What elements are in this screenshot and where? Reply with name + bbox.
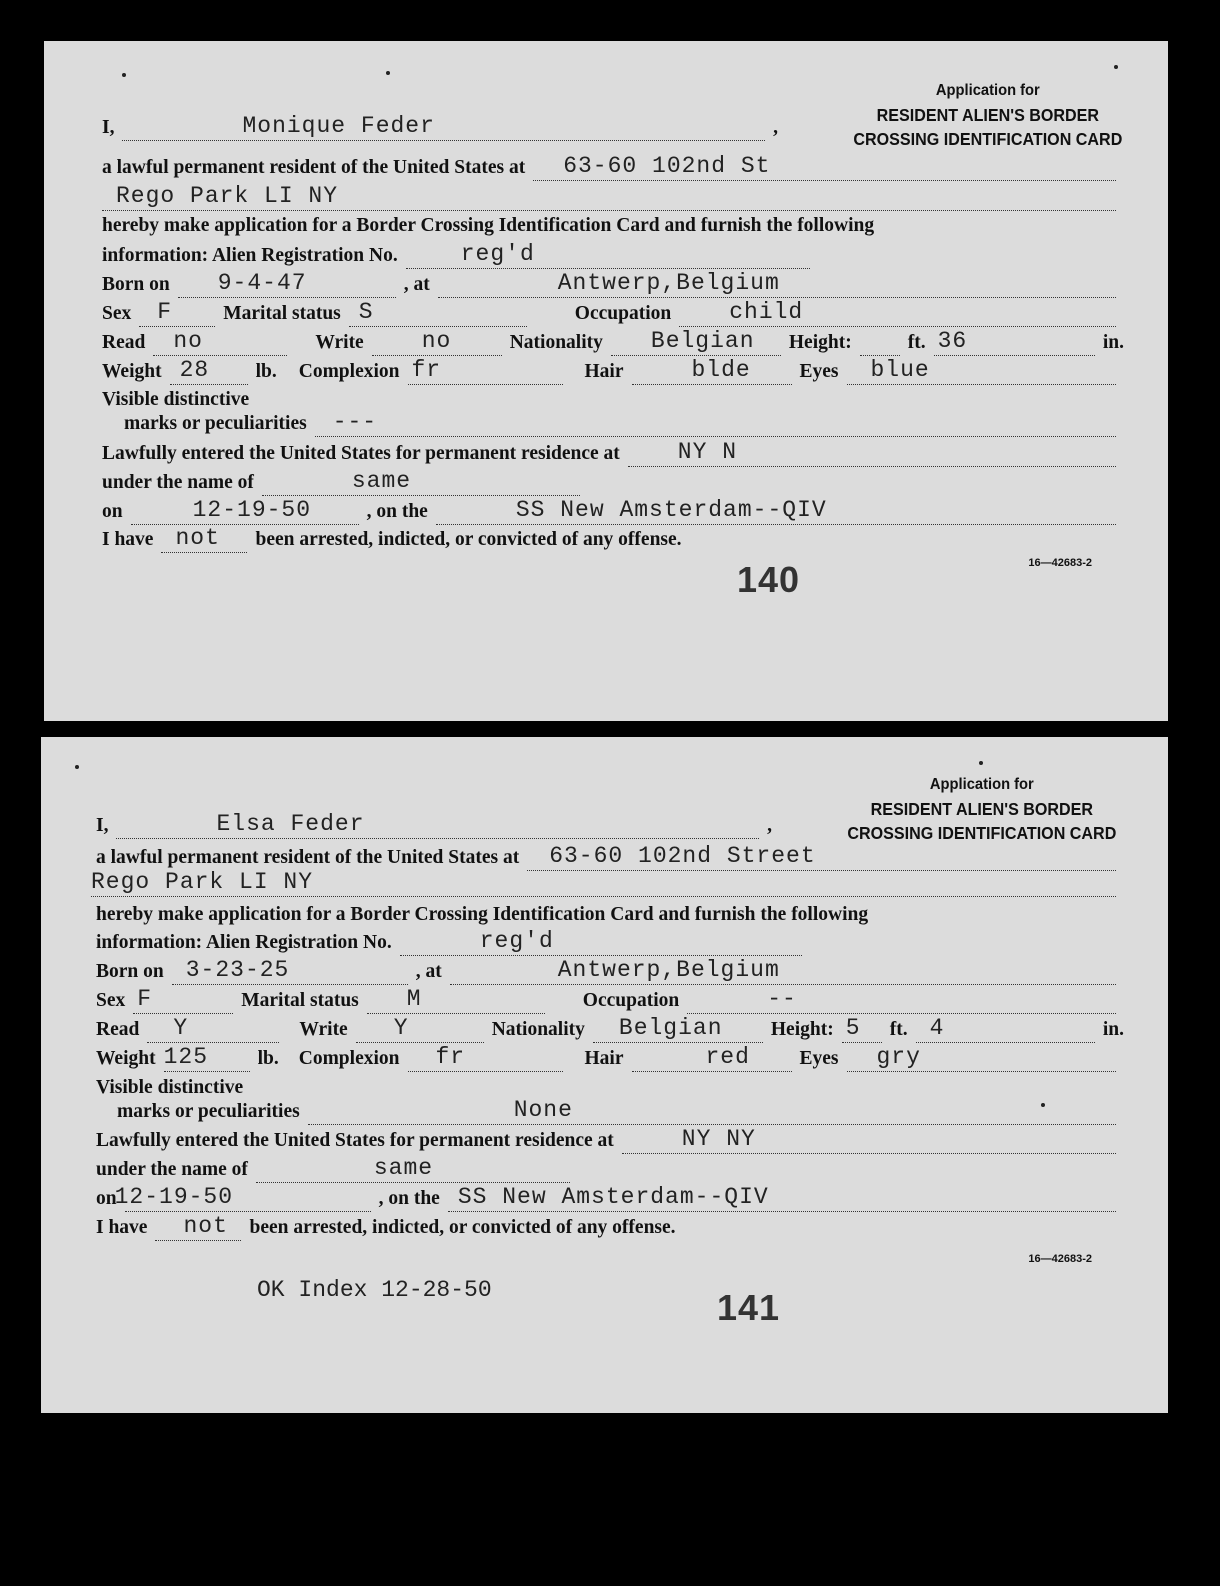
label-in: in. [1102,332,1124,353]
label-weight: Weight [102,361,162,382]
occupation-field [679,298,1116,327]
address-line-2: Rego Park LI NY [116,183,339,209]
label-registration: information: Alien Registration No. [102,245,398,266]
address-field [533,152,1116,181]
port-field [628,438,1116,467]
date-field [114,1183,371,1212]
label-write: Write [299,1019,348,1040]
label-occupation: Occupation [582,990,680,1011]
index-note: OK Index 12-28-50 [257,1277,492,1303]
complexion-value: fr [435,1044,466,1070]
alias-field [256,1154,570,1183]
label-height: Height: [770,1019,834,1040]
arrested-field [155,1212,241,1241]
write-field [372,327,502,356]
label-hair: Hair [584,361,624,382]
label-entered: Lawfully entered the United States for permanent residence at [96,1130,614,1151]
write-field [356,1014,484,1043]
label-born: Born on [96,961,164,982]
born-value: 3-23-25 [185,957,290,983]
registration-value: reg'd [460,241,535,267]
label-i-have: I have [96,1217,148,1238]
label-occupation: Occupation [574,303,672,324]
arrested-value: not [183,1213,228,1239]
read-field [153,327,287,356]
address-line-1: 63-60 102nd St [563,153,771,179]
marital-field [349,298,527,327]
address-line-2: Rego Park LI NY [91,869,314,895]
nationality-field [593,1014,763,1043]
ship-value: SS New Amsterdam--QIV [457,1184,769,1210]
label-marks: marks or peculiarities [117,1101,300,1122]
alias-value: same [373,1155,434,1181]
label-in: in. [1102,1019,1124,1040]
label-on: on [102,501,123,522]
ship-field [436,496,1116,525]
weight-value: 28 [179,357,210,383]
label-ft: ft. [889,1019,908,1040]
label-born: Born on [102,274,170,295]
label-under: under the name of [96,1159,248,1180]
label-lb: lb. [255,361,277,382]
height-in-field [934,327,1095,356]
height-ft-field [842,1014,882,1043]
port-field [622,1125,1116,1154]
label-visible: Visible distinctive [96,1077,244,1098]
arrested-value: not [175,525,220,551]
occupation-value: -- [767,986,797,1012]
label-on-the: , on the [366,501,428,522]
label-weight: Weight [96,1048,156,1069]
address-field-2 [91,868,1116,897]
marks-value: --- [332,409,378,435]
birthplace-field [438,269,1116,298]
label-marital: Marital status [223,303,341,324]
eyes-value: gry [876,1044,921,1070]
label-i: I, [102,117,115,138]
read-value: no [173,328,203,354]
height-in-field [916,1014,1095,1043]
label-ft: ft. [907,332,926,353]
application-card-2 [41,737,1168,1413]
sex-field [139,298,215,327]
marital-field [367,985,545,1014]
header-line-1: Application for [935,82,1040,99]
header-line-2: RESIDENT ALIEN'S BORDER [870,799,1093,819]
complexion-field [408,1043,563,1072]
hair-field [632,356,792,385]
name-field [116,810,759,839]
sex-field [133,985,233,1014]
born-field [178,269,396,298]
alias-field [262,467,580,496]
port-value: NY N [677,439,737,465]
occupation-field [687,985,1116,1014]
header-line-3: CROSSING IDENTIFICATION CARD [853,129,1122,149]
born-field [172,956,408,985]
weight-field [170,356,248,385]
name-value: Monique Feder [242,113,435,139]
form-number: 16—42683-2 [1028,1253,1092,1265]
nationality-value: Belgian [650,328,755,354]
write-value: Y [393,1015,409,1041]
port-value: NY NY [681,1126,756,1152]
address-field-2 [102,182,1116,211]
sex-value: F [137,986,153,1012]
label-height: Height: [788,332,852,353]
read-value: Y [173,1015,189,1041]
stamp-number: 141 [717,1287,781,1328]
address-line-1: 63-60 102nd Street [549,843,816,869]
occupation-value: child [729,299,804,325]
label-marks: marks or peculiarities [124,413,307,434]
alias-value: same [351,468,412,494]
label-read: Read [96,1019,140,1040]
eyes-field [847,1043,1117,1072]
nationality-value: Belgian [618,1015,723,1041]
header-line-1: Application for [929,776,1034,793]
marital-value: M [406,986,422,1012]
read-field [147,1014,279,1043]
header-line-3: CROSSING IDENTIFICATION CARD [847,823,1116,843]
ship-value: SS New Amsterdam--QIV [515,497,827,523]
label-i: I, [96,815,109,836]
hair-value: blde [691,357,751,383]
name-field [122,112,765,141]
marks-field [308,1096,1116,1125]
label-at: , at [415,961,442,982]
birthplace-value: Antwerp,Belgium [557,270,780,296]
complexion-value: fr [411,357,442,383]
complexion-field [408,356,563,385]
height-ft-field [860,327,900,356]
hair-field [632,1043,792,1072]
label-write: Write [315,332,364,353]
marks-field [315,408,1116,437]
marks-value: None [513,1097,573,1123]
label-at: , at [403,274,430,295]
height-in-value: 36 [937,328,968,354]
date-value: 12-19-50 [192,497,312,523]
label-resident: a lawful permanent resident of the United States at [102,157,526,178]
height-in-value: 4 [929,1015,945,1041]
label-entered: Lawfully entered the United States for permanent residence at [102,443,620,464]
nationality-field [611,327,781,356]
label-complexion: Complexion [298,1048,400,1069]
label-marital: Marital status [241,990,359,1011]
label-arrested: been arrested, indicted, or convicted of any offense. [249,1217,676,1238]
eyes-field [847,356,1117,385]
label-nationality: Nationality [491,1019,585,1040]
comma: , [767,815,772,836]
label-arrested: been arrested, indicted, or convicted of any offense. [255,529,682,550]
label-hair: Hair [584,1048,624,1069]
label-under: under the name of [102,472,254,493]
label-complexion: Complexion [298,361,400,382]
label-lb: lb. [257,1048,279,1069]
form-number: 16—42683-2 [1028,557,1092,569]
application-card-1 [44,41,1168,721]
birthplace-value: Antwerp,Belgium [557,957,780,983]
sex-value: F [157,299,173,325]
arrested-field [161,524,247,553]
marital-value: S [358,299,374,325]
label-hereby: hereby make application for a Border Crossing Identification Card and furnish the following [96,904,869,925]
label-sex: Sex [96,990,126,1011]
weight-value: 125 [163,1044,209,1070]
birthplace-field [450,956,1116,985]
registration-value: reg'd [479,928,554,954]
ship-field [448,1183,1116,1212]
weight-field [164,1043,250,1072]
label-eyes: Eyes [799,361,839,382]
label-visible: Visible distinctive [102,389,250,410]
registration-field [406,240,810,269]
stamp-number: 140 [737,559,801,600]
header-line-2: RESIDENT ALIEN'S BORDER [876,105,1099,125]
card-header [847,773,1116,845]
label-sex: Sex [102,303,132,324]
label-nationality: Nationality [509,332,603,353]
label-resident: a lawful permanent resident of the United States at [96,847,520,868]
registration-field [400,927,802,956]
label-on: on [96,1188,117,1209]
born-value: 9-4-47 [217,270,307,296]
label-read: Read [102,332,146,353]
eyes-value: blue [870,357,930,383]
card-header [853,79,1122,151]
write-value: no [421,328,452,354]
label-i-have: I have [102,529,154,550]
label-on-the: , on the [378,1188,440,1209]
name-value: Elsa Feder [216,811,365,837]
hair-value: red [705,1044,750,1070]
label-hereby: hereby make application for a Border Crossing Identification Card and furnish the following [102,215,875,236]
label-registration: information: Alien Registration No. [96,932,392,953]
date-field [131,496,359,525]
comma: , [773,117,778,138]
height-ft-value: 5 [845,1015,861,1041]
date-value: 12-19-50 [114,1184,234,1210]
label-eyes: Eyes [799,1048,839,1069]
